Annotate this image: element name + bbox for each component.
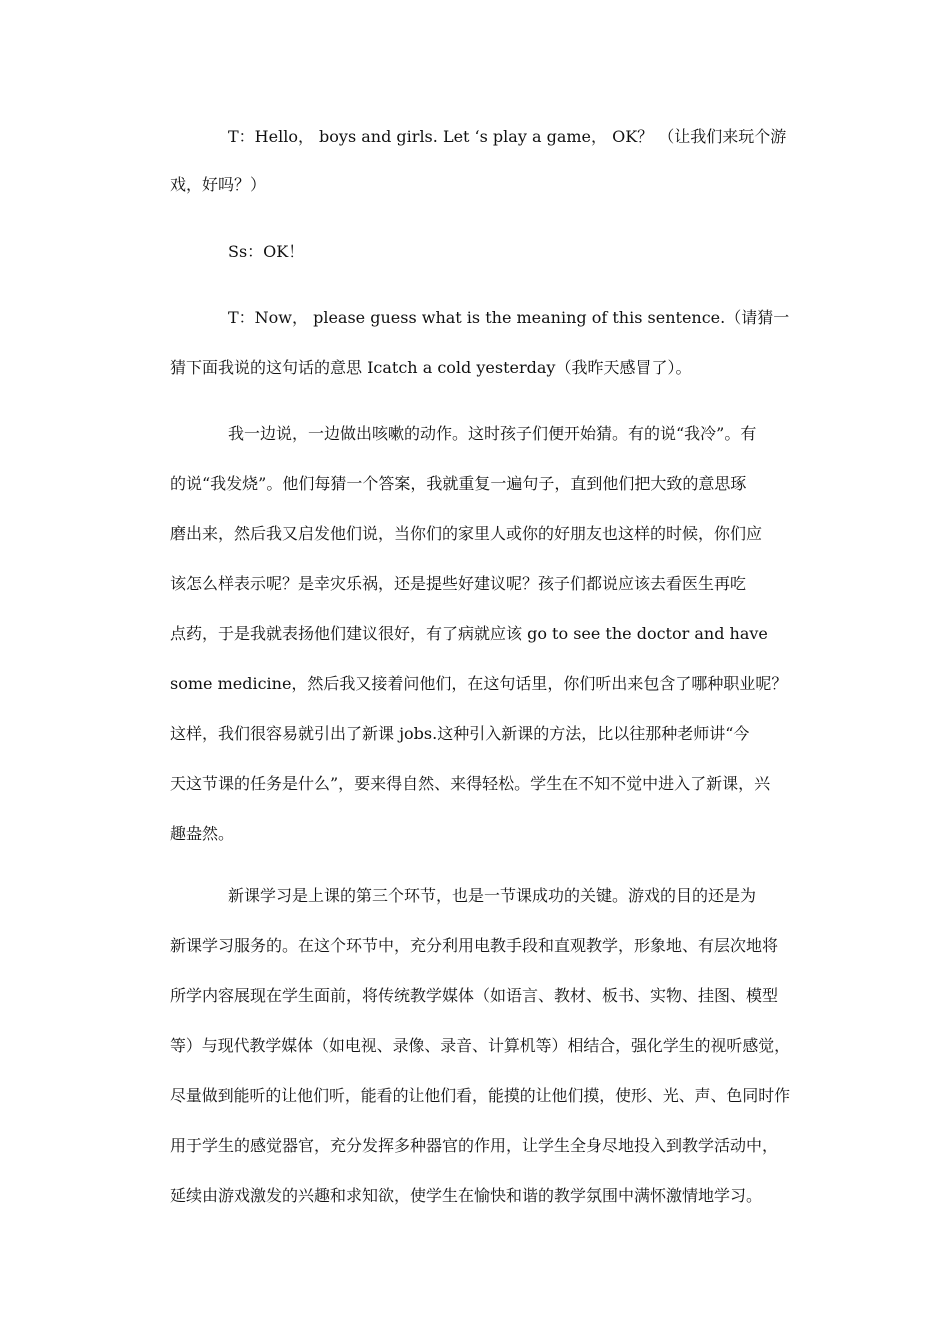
text-line: 该怎么样表示呢？是幸灾乐祸，还是提些好建议呢？孩子们都说应该去看医生再吃 [170, 574, 747, 593]
text-line: 新课学习服务的。在这个环节中，充分利用电教手段和直观教学，形象地、有层次地将 [170, 936, 779, 955]
text-line: 戏，好吗？） [170, 175, 267, 194]
text-line: 延续由游戏激发的兴趣和求知欲，使学生在愉快和谐的教学氛围中满怀激情地学习。 [170, 1186, 763, 1205]
text-line: 猜下面我说的这句话的意思 Icatch a cold yesterday（我昨天感冒了）。 [170, 358, 692, 377]
text-line: 这样，我们很容易就引出了新课 jobs.这种引入新课的方法，比以往那种老师讲“今 [170, 724, 750, 743]
text-line: T：Now， please guess what is the meaning of this sentence.（请猜一 [228, 308, 790, 327]
text-line: 等）与现代教学媒体（如电视、录像、录音、计算机等）相结合，强化学生的视听感觉， [170, 1036, 791, 1055]
text-line: 磨出来，然后我又启发他们说，当你们的家里人或你的好朋友也这样的时候，你们应 [170, 524, 763, 543]
text-line: 我一边说，一边做出咳嗽的动作。这时孩子们便开始猜。有的说“我冷”。有 [228, 424, 757, 443]
text-line: 的说“我发烧”。他们每猜一个答案，我就重复一遍句子，直到他们把大致的意思琢 [170, 474, 747, 493]
text-line: 天这节课的任务是什么”，要来得自然、来得轻松。学生在不知不觉中进入了新课，兴 [170, 774, 771, 793]
text-line: some medicine，然后我又接着问他们，在这句话里，你们听出来包含了哪种职业呢？ [170, 674, 788, 693]
text-line: 趣盎然。 [170, 824, 235, 843]
text-line: 用于学生的感觉器官，充分发挥多种器官的作用，让学生全身尽地投入到教学活动中， [170, 1136, 779, 1155]
text-line: 新课学习是上课的第三个环节，也是一节课成功的关键。游戏的目的还是为 [228, 886, 757, 905]
text-line: 点药，于是我就表扬他们建议很好，有了病就应该 go to see the doctor and have [170, 624, 768, 643]
text-line: 尽量做到能听的让他们听，能看的让他们看，能摸的让他们摸，使形、光、声、色同时作 [170, 1086, 791, 1105]
text-line: T：Hello， boys and girls. Let ‘s play a game， OK？ （让我们来玩个游 [228, 127, 787, 146]
text-line: 所学内容展现在学生面前，将传统教学媒体（如语言、教材、板书、实物、挂图、模型 [170, 986, 779, 1005]
text-line: Ss：OK！ [228, 242, 305, 261]
